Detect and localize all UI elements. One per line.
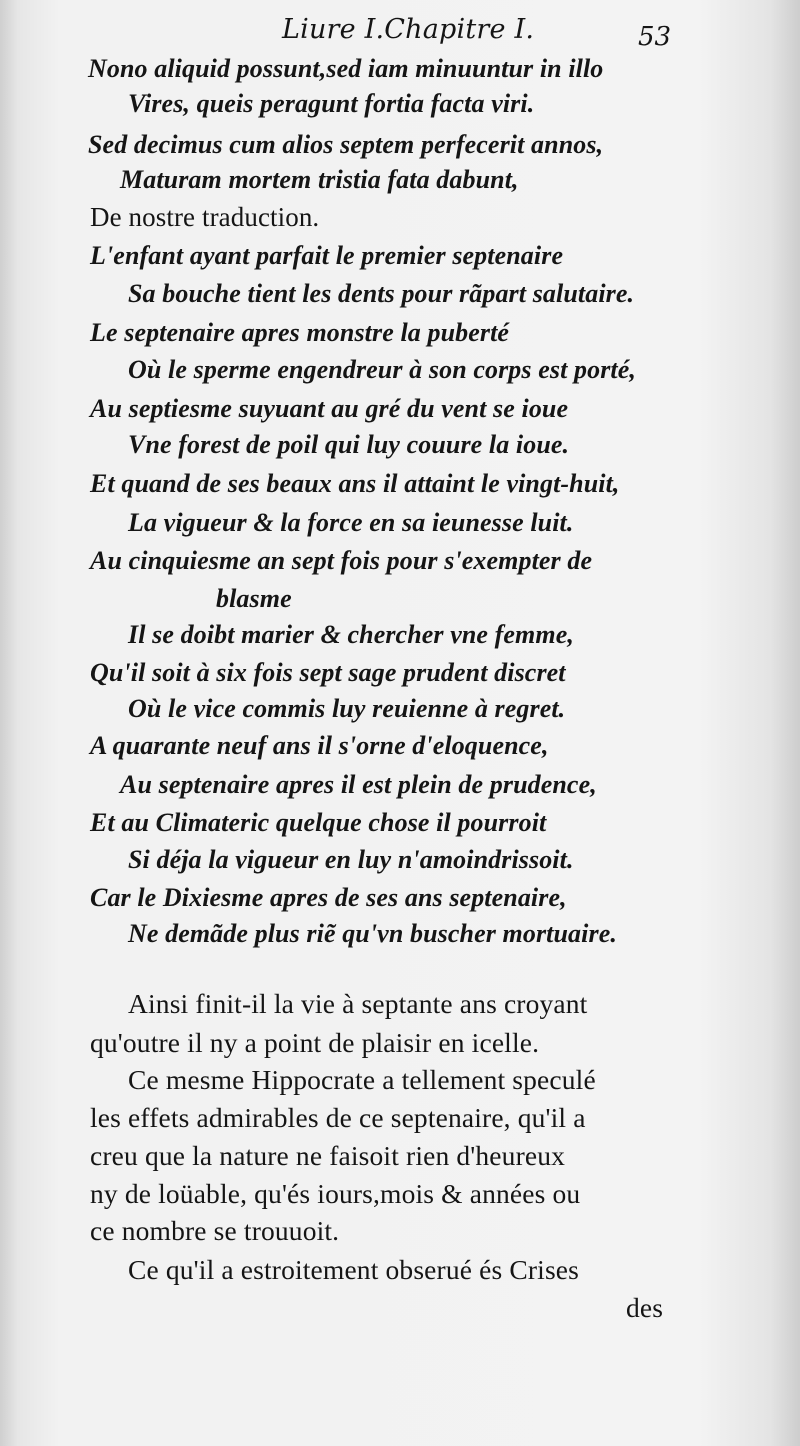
prose-line: Ce mesme Hippocrate a tellement speculé <box>128 1064 596 1095</box>
latin-verse-line: Nono aliquid possunt,sed iam minuuntur in illo <box>88 54 604 83</box>
french-verse-line: Au septenaire apres il est plein de prudence, <box>120 770 597 799</box>
prose-line: les effets admirables de ce septenaire, qu'il a <box>90 1102 586 1133</box>
french-verse-line: Et au Climateric quelque chose il pourroit <box>90 808 547 837</box>
french-verse-line: Au cinquiesme an sept fois pour s'exempter de <box>90 546 593 575</box>
french-verse-line: Au septiesme suyuant au gré du vent se ioue <box>90 394 569 423</box>
french-verse-line: Il se doibt marier & chercher vne femme, <box>128 620 574 649</box>
prose-line: Ce qu'il a estroitement obserué és Crises <box>128 1254 579 1285</box>
french-verse-line: Qu'il soit à six fois sept sage prudent discret <box>90 658 566 687</box>
french-verse-line: La vigueur & la force en sa ieunesse luit. <box>128 508 574 537</box>
french-verse-line: Vne forest de poil qui luy couure la ioue. <box>128 430 570 459</box>
catchword: des <box>626 1292 664 1323</box>
french-verse-line: Ne demãde plus riẽ qu'vn buscher mortuaire. <box>128 919 617 948</box>
latin-verse-line: Maturam mortem tristia fata dabunt, <box>120 165 519 194</box>
prose-line: Ainsi finit-il la vie à septante ans croyant <box>128 988 588 1019</box>
running-head: Liure I.Chapitre I. <box>282 14 535 45</box>
french-verse-line: L'enfant ayant parfait le premier septenaire <box>90 241 564 270</box>
prose-line: creu que la nature ne faisoit rien d'heureux <box>90 1140 566 1171</box>
latin-verse-line: Sed decimus cum alios septem perfecerit annos, <box>88 130 604 159</box>
prose-line: qu'outre il ny a point de plaisir en icelle. <box>90 1027 540 1058</box>
prose-line: ce nombre se trouuoit. <box>90 1215 340 1246</box>
french-verse-line: Sa bouche tient les dents pour rãpart salutaire. <box>128 279 635 308</box>
french-verse-line: Où le sperme engendreur à son corps est porté, <box>128 355 636 384</box>
latin-verse-line: Vires, queis peragunt fortia facta viri. <box>128 89 535 118</box>
french-verse-line: Le septenaire apres monstre la puberté <box>90 318 510 347</box>
french-verse-line: Car le Dixiesme apres de ses ans septenaire, <box>90 883 567 912</box>
french-verse-line: A quarante neuf ans il s'orne d'eloquence, <box>90 731 549 760</box>
french-verse-line: Si déja la vigueur en luy n'amoindrissoit. <box>128 845 574 874</box>
prose-line: ny de loüable, qu'és iours,mois & années ou <box>90 1178 581 1209</box>
translation-heading: De nostre traduction. <box>90 202 320 232</box>
french-verse-line: Et quand de ses beaux ans il attaint le vingt-huit, <box>90 469 620 498</box>
french-verse-line: blasme <box>216 584 292 613</box>
french-verse-line: Où le vice commis luy reuienne à regret. <box>128 694 566 723</box>
page-header <box>0 6 800 52</box>
page-number: 53 <box>638 22 672 52</box>
